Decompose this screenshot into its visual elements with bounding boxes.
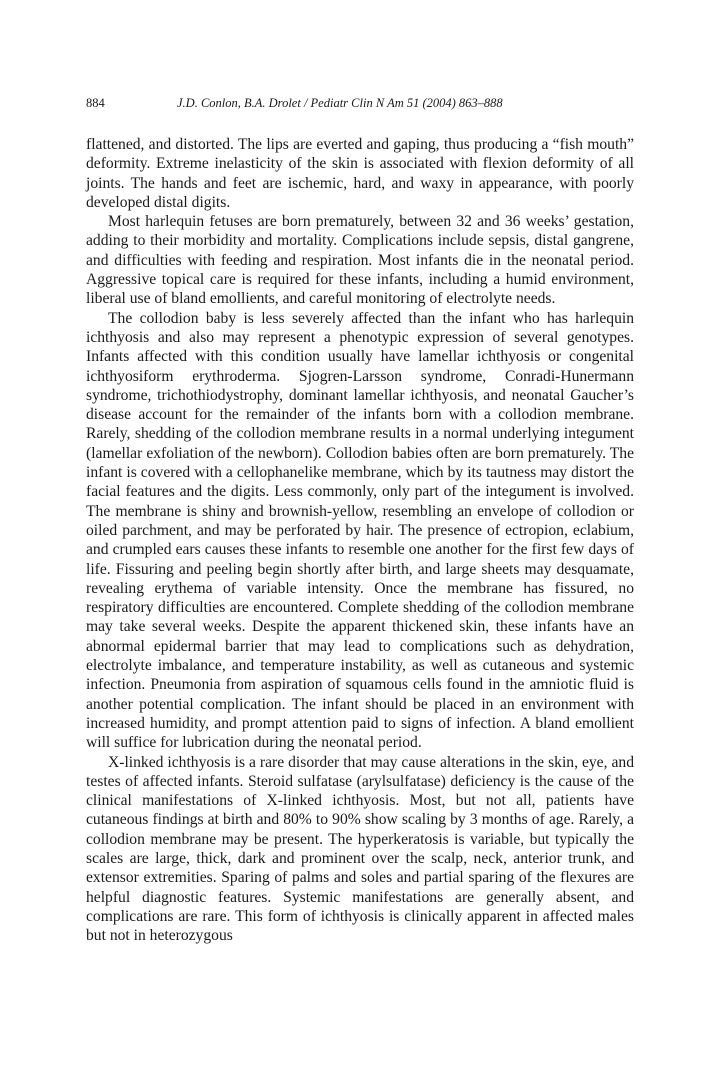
paragraph-x-linked-ichthyosis: X-linked ichthyosis is a rare disorder that may cause alterations in the skin, eye, and testes of affected infants. Steroid sulfatase (arylsulfatase) deficiency is the cause of the clinical manifestations of X-linked ichthyosis. Most, but not all, patients have cutaneous findings at birth and 80% to 90% show scaling by 3 months of age. Rarely, a collodion membrane may be present. The hyperkeratosis is variable, but typically the scales are large, thick, dark and prominent over the scalp, neck, anterior trunk, and extensor extremities. Sparing of palms and soles and partial sparing of the flexures are helpful diagnostic features. Systemic manifestations are generally absent, and complications are rare. This form of ichthyosis is clinically apparent in affected males but not in heterozygous — [86, 753, 634, 945]
paragraph-continued: flattened, and distorted. The lips are everted and gaping, thus producing a “fish mouth” deformity. Extreme inelasticity of the skin is associated with flexion deformity of all joints. The hands and feet are ischemic, hard, and waxy in appearance, with poorly developed distal digits. — [86, 136, 634, 211]
journal-page — [86, 0, 634, 1092]
journal-citation: J.D. Conlon, B.A. Drolet / Pediatr Clin N Am 51 (2004) 863–888 — [177, 96, 503, 110]
paragraph-harlequin-prematurity: Most harlequin fetuses are born prematurely, between 32 and 36 weeks’ gestation, adding to their morbidity and mortality. Complications include sepsis, distal gangrene, and difficulties with feeding and respiration. Most infants die in the neonatal period. Aggressive topical care is required for these infants, including a humid environment, liberal use of bland emollients, and careful monitoring of electrolyte needs. — [86, 213, 634, 308]
page-number: 884 — [86, 96, 105, 110]
paragraph-collodion-baby: The collodion baby is less severely affected than the infant who has harlequin ichthyosis and also may represent a phenotypic expression of several genotypes. Infants affected with this condition usually have lamellar ichthyosis or congenital ichthyosiform erythroderma. Sjogren-Larsson syndrome, Conradi-Hunermann syndrome, trichothiodystrophy, dominant lamellar ichthyosis, and neonatal Gaucher’s disease account for the remainder of the infants born with a collodion membrane. Rarely, shedding of the collodion membrane results in a normal underlying integument (lamellar exfoliation of the newborn). Collodion babies often are born prematurely. The infant is covered with a cellophanelike membrane, which by its tautness may distort the facial features and the digits. Less commonly, only part of the integument is involved. The membrane is shiny and brownish-yellow, resembling an envelope of collodion or oiled parchment, and may be perforated by hair. The presence of ectropion, eclabium, and crumpled ears causes these infants to resemble one another for the first few days of life. Fissuring and peeling begin shortly after birth, and large sheets may desquamate, revealing erythema of variable intensity. Once the membrane has fissured, no respiratory difficulties are encountered. Complete shedding of the collodion membrane may take several weeks. Despite the apparent thickened skin, these infants have an abnormal epidermal barrier that may lead to complications such as dehydration, electrolyte imbalance, and temperature instability, as well as cutaneous and systemic infection. Pneumonia from aspiration of squamous cells found in the amniotic fluid is another potential complication. The infant should be placed in an environment with increased humidity, and prompt attention paid to signs of infection. A bland emollient will suffice for lubrication during the neonatal period. — [86, 309, 634, 752]
body-text — [86, 135, 634, 945]
